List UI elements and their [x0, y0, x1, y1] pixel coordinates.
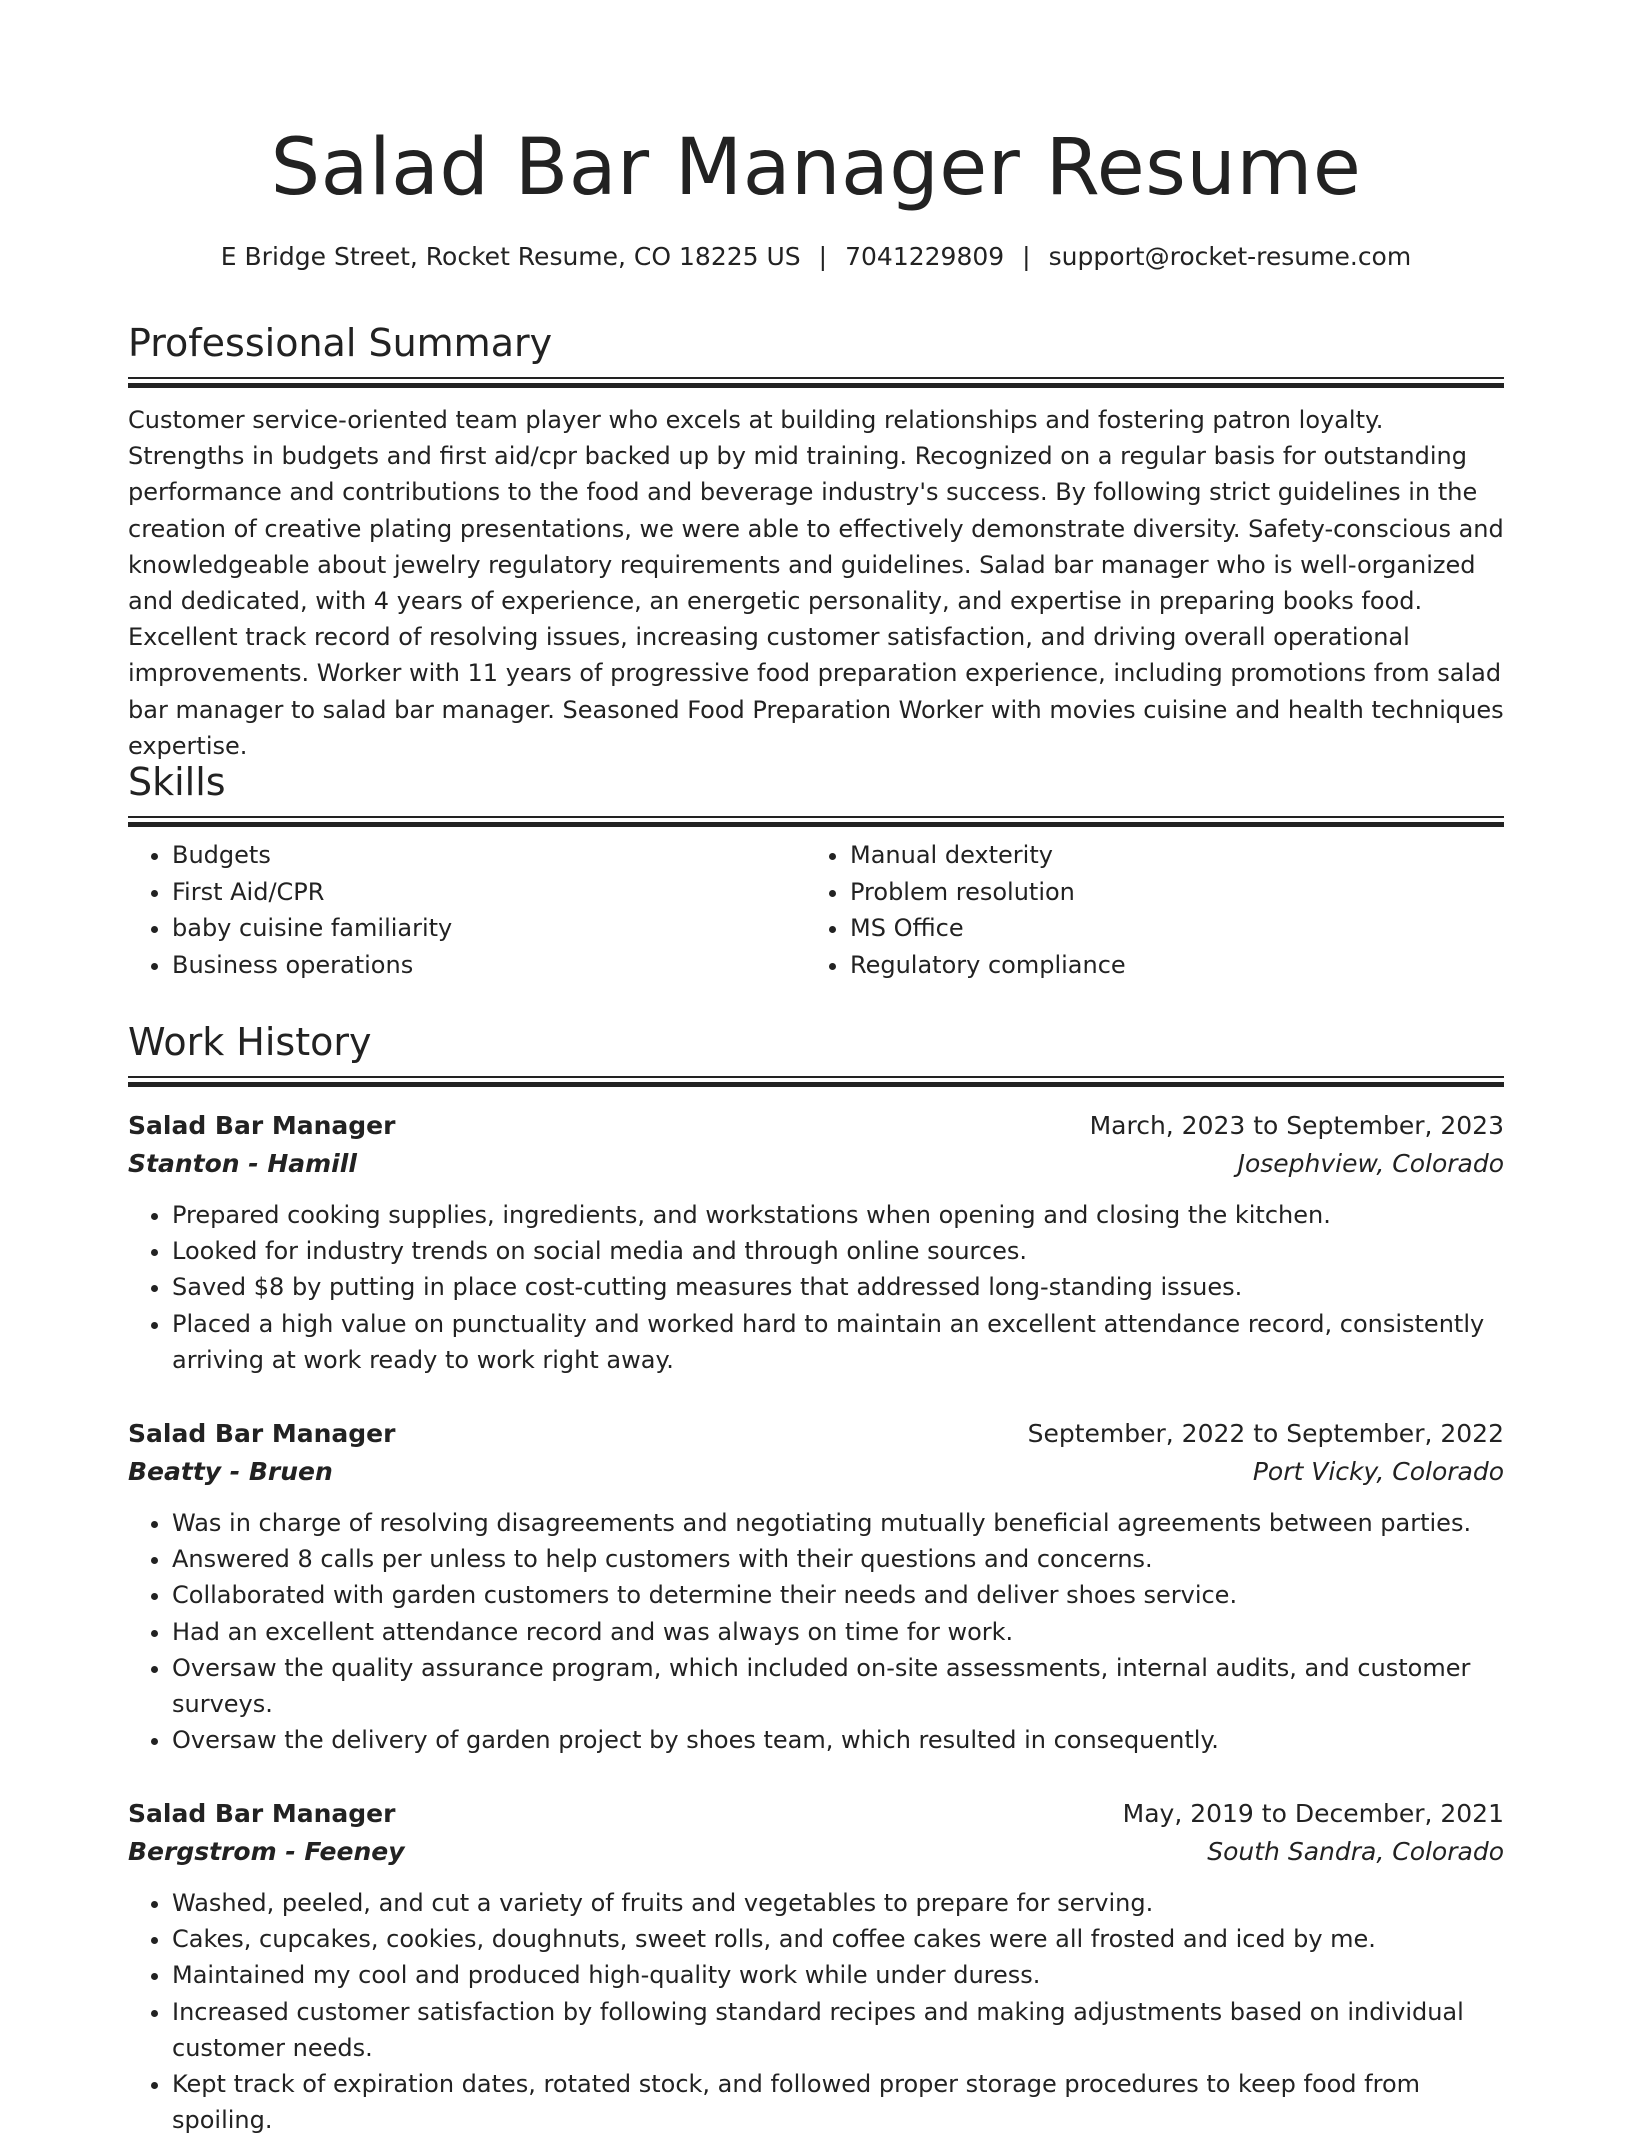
job-location: South Sandra, Colorado [1207, 1837, 1504, 1866]
contact-separator: | [1022, 242, 1031, 271]
job-entry [128, 1795, 1504, 2138]
job-bullet: • Oversaw the delivery of garden project by shoes team, which resulted in consequently. [172, 1722, 1504, 1758]
job-entry [128, 1415, 1504, 1758]
job-dates: September, 2022 to September, 2022 [1027, 1419, 1504, 1448]
job-location: Josephview, Colorado [1237, 1149, 1504, 1178]
section-divider [128, 822, 1504, 827]
phone: 7041229809 [845, 242, 1005, 271]
skills-column-right [806, 837, 1484, 983]
job-subheader [128, 1453, 1504, 1491]
section-divider [128, 1076, 1504, 1078]
skill-item: • baby cuisine familiarity [172, 910, 806, 947]
skills-section [128, 757, 1504, 983]
job-bullet: • Washed, peeled, and cut a variety of fruits and vegetables to prepare for serving. [172, 1885, 1504, 1921]
skills-list [128, 837, 1504, 983]
section-heading: Professional Summary [128, 321, 553, 365]
job-company: Stanton - Hamill [128, 1149, 357, 1178]
job-bullets [128, 1197, 1504, 1378]
job-subheader [128, 1145, 1504, 1183]
job-company: Beatty - Bruen [128, 1457, 333, 1486]
job-header [128, 1107, 1504, 1145]
job-bullet: • Was in charge of resolving disagreements and negotiating mutually beneficial agreements between parties. [172, 1505, 1504, 1541]
job-bullet: • Maintained my cool and produced high-quality work while under duress. [172, 1957, 1504, 1993]
job-subheader [128, 1833, 1504, 1871]
skill-item: • Business operations [172, 947, 806, 984]
job-entry [128, 1107, 1504, 1378]
email: support@rocket-resume.com [1048, 242, 1412, 271]
section-divider [128, 377, 1504, 379]
skill-item: • First Aid/CPR [172, 874, 806, 911]
job-bullets [128, 1885, 1504, 2138]
section-heading: Work History [128, 1020, 372, 1064]
skill-item: • Regulatory compliance [850, 947, 1484, 984]
summary-text: Customer service-oriented team player who excels at building relationships and fostering patron loyalty. Strengths in budgets and first aid/cpr backed up by mid training. Recognized on a regular basis for outstanding performance and contributions to the food and beverage industry's success. By following strict guidelines in the creation of creative plating presentations, we were able to effectively demonstrate diversity. Safety-conscious and knowledgeable about jewelry regulatory requirements and guidelines. Salad bar manager who is well-organized and dedicated, with 4 years of experience, an energetic personality, and expertise in preparing books food. Excellent track record of resolving issues, increasing customer satisfaction, and driving overall operational improvements. Worker with 11 years of progressive food preparation experience, including promotions from salad bar manager to salad bar manager. Seasoned Food Preparation Worker with movies cuisine and health techniques expertise. [128, 406, 1504, 760]
job-bullet: • Saved $8 by putting in place cost-cutting measures that addressed long-standing issues. [172, 1269, 1504, 1305]
contact-separator: | [818, 242, 828, 271]
skill-item: • MS Office [850, 910, 1484, 947]
skill-item: • Problem resolution [850, 874, 1484, 911]
job-bullets [128, 1505, 1504, 1758]
job-title: Salad Bar Manager [128, 1111, 396, 1140]
skill-item: • Budgets [172, 837, 806, 874]
job-bullet: • Cakes, cupcakes, cookies, doughnuts, sweet rolls, and coffee cakes were all frosted and iced by me. [172, 1921, 1504, 1957]
address: E Bridge Street, Rocket Resume, CO 18225 US [220, 242, 801, 271]
job-bullet: • Increased customer satisfaction by following standard recipes and making adjustments based on individual customer needs. [172, 1994, 1504, 2066]
job-dates: March, 2023 to September, 2023 [1089, 1111, 1504, 1140]
job-location: Port Vicky, Colorado [1252, 1457, 1504, 1486]
job-bullet: • Answered 8 calls per unless to help customers with their questions and concerns. [172, 1541, 1504, 1577]
resume-title: Salad Bar Manager Resume [270, 123, 1362, 213]
job-header [128, 1795, 1504, 1833]
job-bullet: • Kept track of expiration dates, rotated stock, and followed proper storage procedures to keep food from spoiling. [172, 2066, 1504, 2138]
section-heading: Skills [128, 760, 226, 804]
section-divider [128, 816, 1504, 818]
summary-section [128, 318, 1504, 764]
job-dates: May, 2019 to December, 2021 [1122, 1799, 1504, 1828]
job-bullet: • Collaborated with garden customers to determine their needs and deliver shoes service. [172, 1577, 1504, 1613]
job-bullet: • Had an excellent attendance record and was always on time for work. [172, 1614, 1504, 1650]
job-bullet: • Placed a high value on punctuality and worked hard to maintain an excellent attendance record, consistently arriving at work ready to work right away. [172, 1306, 1504, 1378]
job-title: Salad Bar Manager [128, 1799, 396, 1828]
job-company: Bergstrom - Feeney [128, 1837, 405, 1866]
work-history-section [128, 1017, 1504, 1087]
section-divider [128, 383, 1504, 388]
job-bullet: • Oversaw the quality assurance program, which included on-site assessments, internal audits, and customer surveys. [172, 1650, 1504, 1722]
job-header [128, 1415, 1504, 1453]
job-title: Salad Bar Manager [128, 1419, 396, 1448]
job-bullet: • Looked for industry trends on social media and through online sources. [172, 1233, 1504, 1269]
job-bullet: • Prepared cooking supplies, ingredients, and workstations when opening and closing the kitchen. [172, 1197, 1504, 1233]
contact-line [128, 237, 1504, 277]
section-divider [128, 1082, 1504, 1087]
skills-column-left [128, 837, 806, 983]
skill-item: • Manual dexterity [850, 837, 1484, 874]
